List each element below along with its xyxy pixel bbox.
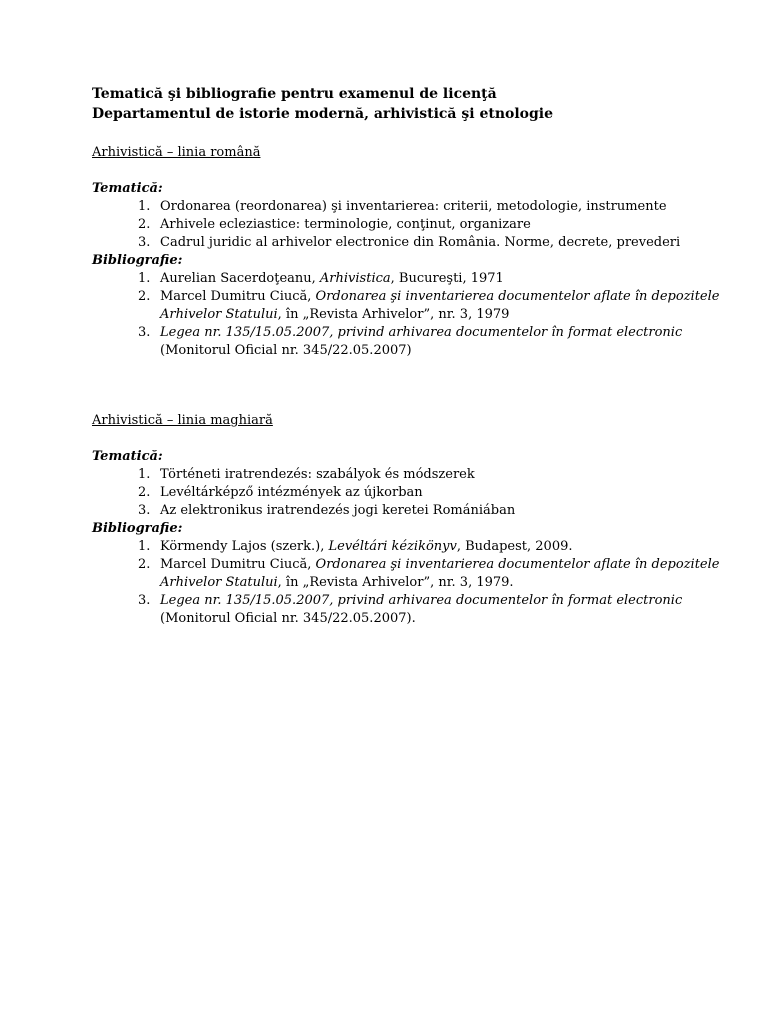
list-item (92, 538, 732, 556)
section-maghiara (92, 412, 732, 628)
item-details: (Monitorul Oficial nr. 345/22.05.2007) (160, 343, 412, 358)
item-number: 3. (138, 325, 151, 340)
item-title-continued: Arhivelor Statului (160, 307, 278, 322)
item-number: 3. (138, 503, 151, 518)
list-item (92, 324, 732, 360)
title-line-2: Departamentul de istorie modernă, arhivistică şi etnologie (92, 106, 554, 122)
item-text: Cadrul juridic al arhivelor electronice din România. Norme, decrete, prevederi (160, 235, 681, 250)
item-title: Levéltári kézikönyv (328, 539, 457, 554)
item-title: Arhivistica (319, 271, 391, 286)
list-item (92, 270, 732, 288)
item-number: 2. (138, 485, 151, 500)
bibliografie-label: Bibliografie: (92, 521, 183, 536)
item-details: (Monitorul Oficial nr. 345/22.05.2007). (160, 611, 416, 626)
item-number: 2. (138, 217, 151, 232)
item-text: Arhivele ecleziastice: terminologie, conţinut, organizare (160, 217, 531, 232)
item-number: 1. (138, 271, 151, 286)
item-title: Ordonarea şi inventarierea documentelor aflate în depozitele (315, 289, 720, 304)
item-number: 2. (138, 557, 151, 572)
item-author: Körmendy Lajos (szerk.), (160, 539, 329, 554)
item-details: , în „Revista Arhivelor”, nr. 3, 1979 (277, 307, 510, 322)
item-author: Aurelian Sacerdoţeanu, (160, 271, 320, 286)
list-item (92, 234, 732, 252)
item-title: Legea nr. 135/15.05.2007, privind arhivarea documentelor în format electronic (160, 593, 683, 608)
list-item (92, 198, 732, 216)
item-number: 1. (138, 467, 151, 482)
list-item (92, 288, 732, 324)
item-details: , în „Revista Arhivelor”, nr. 3, 1979. (277, 575, 514, 590)
item-number: 1. (138, 199, 151, 214)
list-item (92, 484, 732, 502)
list-item (92, 216, 732, 234)
section-romana (92, 144, 732, 360)
tematica-label: Tematică: (92, 449, 163, 464)
bibliografie-label: Bibliografie: (92, 253, 183, 268)
item-text: Történeti iratrendezés: szabályok és módszerek (160, 467, 475, 482)
list-item (92, 592, 732, 628)
item-author: Marcel Dumitru Ciucă, (160, 557, 316, 572)
item-text: Ordonarea (reordonarea) şi inventarierea: criterii, metodologie, instrumente (160, 199, 667, 214)
section-title-romana: Arhivistică – linia română (92, 145, 261, 160)
item-author: Marcel Dumitru Ciucă, (160, 289, 316, 304)
title-line-1: Tematică şi bibliografie pentru examenul de licenţă (92, 86, 497, 102)
item-number: 3. (138, 235, 151, 250)
tematica-label: Tematică: (92, 181, 163, 196)
list-item (92, 466, 732, 484)
item-number: 2. (138, 289, 151, 304)
item-text: Az elektronikus iratrendezés jogi keretei Romániában (160, 503, 516, 518)
item-title: Legea nr. 135/15.05.2007, privind arhivarea documentelor în format electronic (160, 325, 683, 340)
item-number: 1. (138, 539, 151, 554)
item-number: 3. (138, 593, 151, 608)
item-title: Ordonarea şi inventarierea documentelor aflate în depozitele (315, 557, 720, 572)
document-header (92, 84, 732, 124)
list-item (92, 556, 732, 592)
section-title-maghiara: Arhivistică – linia maghiară (92, 413, 273, 428)
item-title-continued: Arhivelor Statului (160, 575, 278, 590)
list-item (92, 502, 732, 520)
item-details: , Bucureşti, 1971 (390, 271, 504, 286)
item-details: , Budapest, 2009. (456, 539, 573, 554)
item-text: Levéltárképző intézmények az újkorban (160, 485, 423, 500)
